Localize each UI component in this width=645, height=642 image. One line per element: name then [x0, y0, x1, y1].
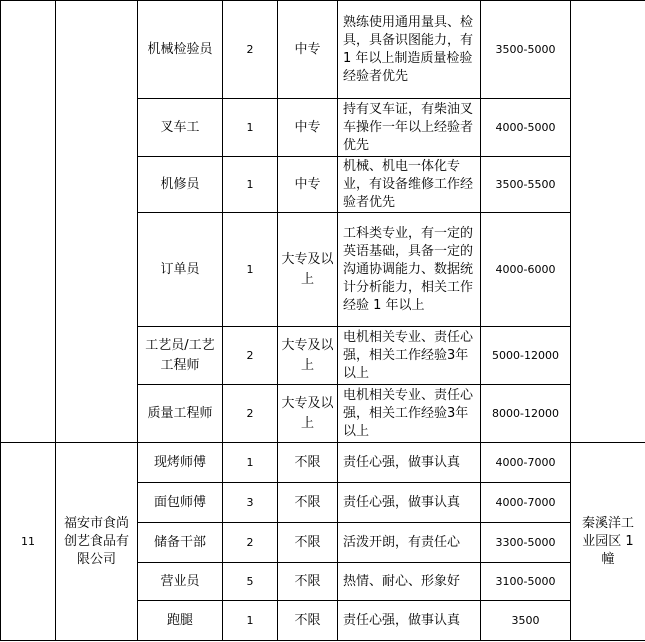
company-name-text: 福安市食尚创艺食品有限公司 — [64, 515, 130, 567]
requirements: 工科类专业，有一定的英语基础，具备一定的沟通协调能力、数据统计分析能力，相关工作经验 1 年以上 — [338, 213, 481, 327]
requirements: 责任心强，做事认真 — [338, 443, 481, 483]
location-cell — [571, 1, 645, 443]
salary: 4000-6000 — [481, 213, 571, 327]
requirements: 持有叉车证，有柴油叉车操作一年以上经验者优先 — [338, 99, 481, 157]
job-title: 面包师傅 — [138, 483, 223, 523]
education: 不限 — [278, 523, 338, 563]
work-location-text: 秦溪洋工业园区 1 幢 — [581, 515, 634, 567]
education: 不限 — [278, 483, 338, 523]
headcount: 5 — [223, 563, 278, 601]
company-name — [56, 443, 138, 641]
company-index: 11 — [1, 443, 56, 641]
requirements: 电机相关专业、责任心强，相关工作经验3年以上 — [338, 385, 481, 443]
requirements: 活泼开朗，有责任心 — [338, 523, 481, 563]
job-title: 跑腿 — [138, 601, 223, 641]
requirements: 责任心强，做事认真 — [338, 601, 481, 641]
education: 不限 — [278, 563, 338, 601]
headcount: 2 — [223, 523, 278, 563]
job-title: 营业员 — [138, 563, 223, 601]
headcount: 1 — [223, 213, 278, 327]
headcount: 2 — [223, 1, 278, 99]
requirements: 热情、耐心、形象好 — [338, 563, 481, 601]
job-title: 储备干部 — [138, 523, 223, 563]
education: 中专 — [278, 99, 338, 157]
table-row — [1, 1, 645, 99]
job-title: 订单员 — [138, 213, 223, 327]
salary: 4000-7000 — [481, 443, 571, 483]
headcount: 1 — [223, 157, 278, 213]
salary: 4000-7000 — [481, 483, 571, 523]
headcount: 2 — [223, 385, 278, 443]
job-title: 机械检验员 — [138, 1, 223, 99]
requirements: 熟练使用通用量具、检具，具备识图能力，有 1 年以上制造质量检验经验者优先 — [338, 1, 481, 99]
headcount: 1 — [223, 443, 278, 483]
requirements: 电机相关专业、责任心强，相关工作经验3年以上 — [338, 327, 481, 385]
headcount: 3 — [223, 483, 278, 523]
education: 不限 — [278, 443, 338, 483]
salary: 3300-5000 — [481, 523, 571, 563]
salary: 4000-5000 — [481, 99, 571, 157]
table-row — [1, 443, 645, 483]
salary: 5000-12000 — [481, 327, 571, 385]
headcount: 1 — [223, 99, 278, 157]
job-title: 现烤师傅 — [138, 443, 223, 483]
education: 中专 — [278, 1, 338, 99]
index-cell — [1, 1, 56, 443]
education: 中专 — [278, 157, 338, 213]
work-location — [571, 443, 645, 641]
education: 不限 — [278, 601, 338, 641]
job-title — [138, 327, 223, 385]
education: 大专及以上 — [278, 385, 338, 443]
job-title-text: 工艺员/工艺工程师 — [145, 337, 215, 373]
salary: 3500-5000 — [481, 1, 571, 99]
headcount: 2 — [223, 327, 278, 385]
company-cell — [56, 1, 138, 443]
education: 大专及以上 — [278, 213, 338, 327]
education: 大专及以上 — [278, 327, 338, 385]
salary: 3500-5500 — [481, 157, 571, 213]
salary: 3500 — [481, 601, 571, 641]
requirements: 机械、机电一体化专业，有设备维修工作经验者优先 — [338, 157, 481, 213]
requirements: 责任心强，做事认真 — [338, 483, 481, 523]
job-title: 叉车工 — [138, 99, 223, 157]
salary: 3100-5000 — [481, 563, 571, 601]
job-title: 质量工程师 — [138, 385, 223, 443]
headcount: 1 — [223, 601, 278, 641]
salary: 8000-12000 — [481, 385, 571, 443]
job-title: 机修员 — [138, 157, 223, 213]
